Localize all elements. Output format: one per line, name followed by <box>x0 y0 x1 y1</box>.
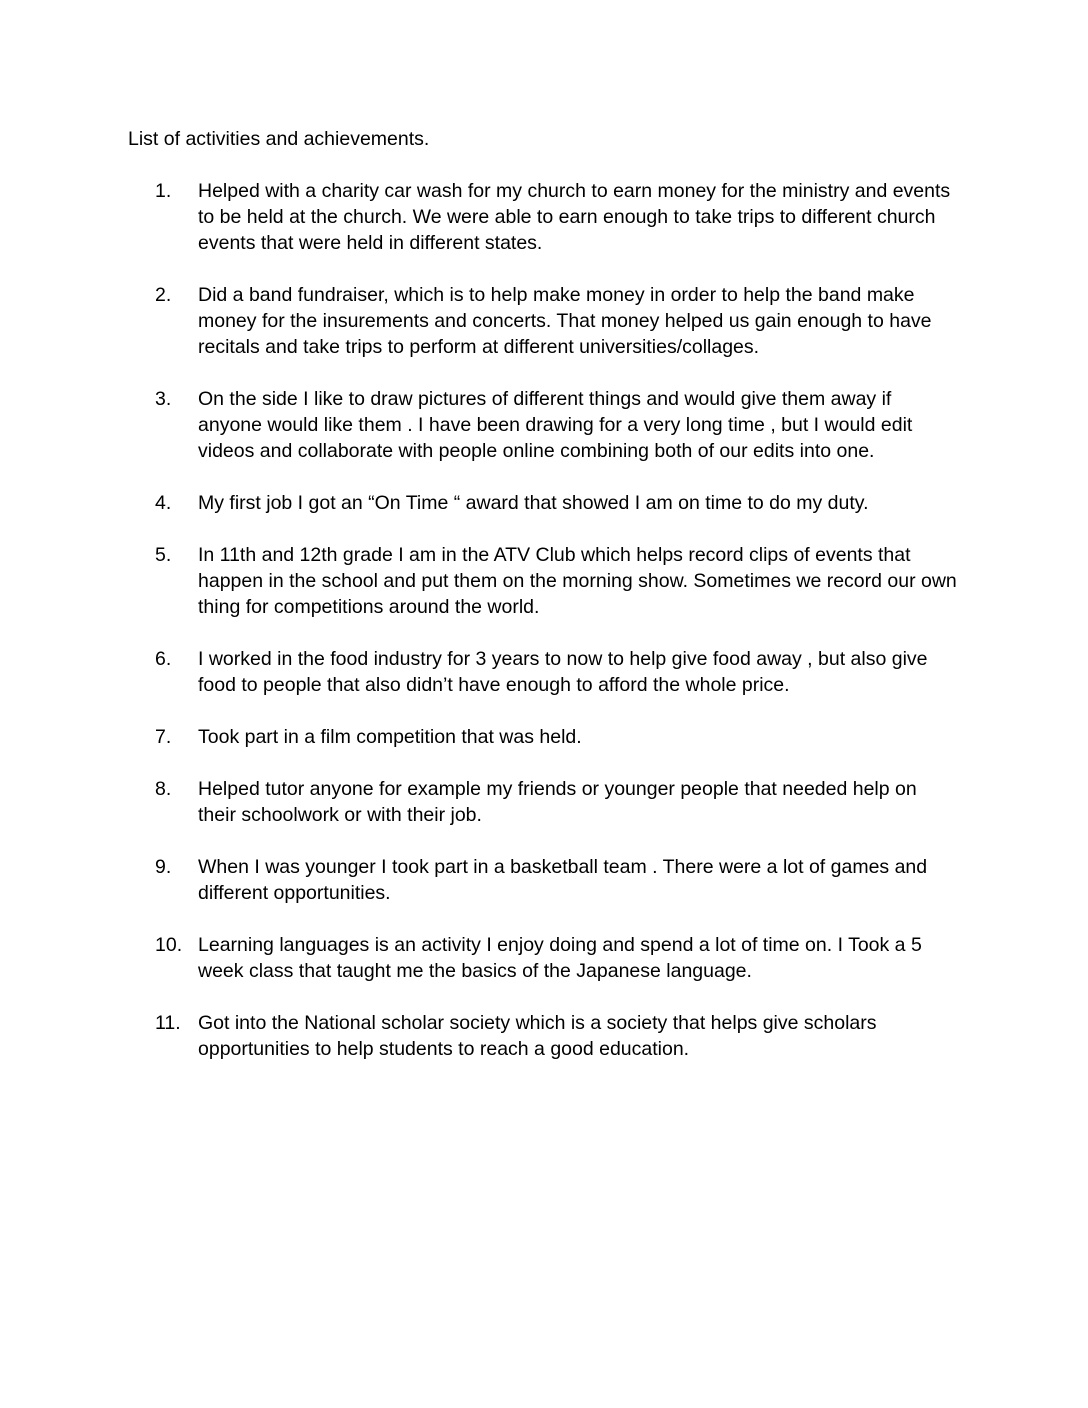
list-item-text: Learning languages is an activity I enjoy doing and spend a lot of time on. I Took a 5 week class that taught me the basics of the Japanese language. <box>198 934 922 982</box>
list-item-text: My first job I got an “On Time “ award that showed I am on time to do my duty. <box>198 492 869 514</box>
list-item-number: 3. <box>155 388 172 410</box>
list-item <box>128 542 960 620</box>
list-item-number: 4. <box>155 492 172 514</box>
list-item-text: On the side I like to draw pictures of different things and would give them away if anyone would like them . I have been drawing for a very long time , but I would edit videos and collaborate with people online combining both of our edits into one. <box>198 388 913 462</box>
list-item <box>128 386 960 464</box>
list-item-number: 6. <box>155 648 172 670</box>
list-item <box>128 646 960 698</box>
list-item <box>128 490 960 516</box>
list-item-text: Got into the National scholar society which is a society that helps give scholars opportunities to help students to reach a good education. <box>198 1012 877 1060</box>
list-item-text: Helped with a charity car wash for my church to earn money for the ministry and events to be held at the church. We were able to earn enough to take trips to different church events that were held in different states. <box>198 180 951 254</box>
list-item-number: 7. <box>155 726 172 748</box>
list-item <box>128 282 960 360</box>
list-item-text: In 11th and 12th grade I am in the ATV Club which helps record clips of events that happen in the school and put them on the morning show. Sometimes we record our own thing for competitions around the world. <box>198 544 957 618</box>
document-title: List of activities and achievements. <box>128 128 430 150</box>
list-item-number: 2. <box>155 284 172 306</box>
list-item-number: 1. <box>155 180 172 202</box>
list-item <box>128 178 960 256</box>
list-item-number: 11. <box>155 1012 181 1034</box>
list-item-text: Did a band fundraiser, which is to help make money in order to help the band make money for the insurements and concerts. That money helped us gain enough to have recitals and take trips to perform at different universities/collages. <box>198 284 932 358</box>
list-item <box>128 776 960 828</box>
list-item <box>128 854 960 906</box>
list-item <box>128 932 960 984</box>
list-item-number: 8. <box>155 778 172 800</box>
list-item-number: 5. <box>155 544 172 566</box>
list-item <box>128 724 960 750</box>
list-item-text: When I was younger I took part in a basketball team . There were a lot of games and different opportunities. <box>198 856 928 904</box>
list-item-number: 10. <box>155 934 183 956</box>
list-item-text: Helped tutor anyone for example my friends or younger people that needed help on their schoolwork or with their job. <box>198 778 917 826</box>
list-item <box>128 1010 960 1062</box>
list-item-text: I worked in the food industry for 3 years to now to help give food away , but also give food to people that also didn’t have enough to afford the whole price. <box>198 648 928 696</box>
list-item-text: Took part in a film competition that was held. <box>198 726 582 748</box>
activities-list <box>128 178 960 1062</box>
list-item-number: 9. <box>155 856 172 878</box>
